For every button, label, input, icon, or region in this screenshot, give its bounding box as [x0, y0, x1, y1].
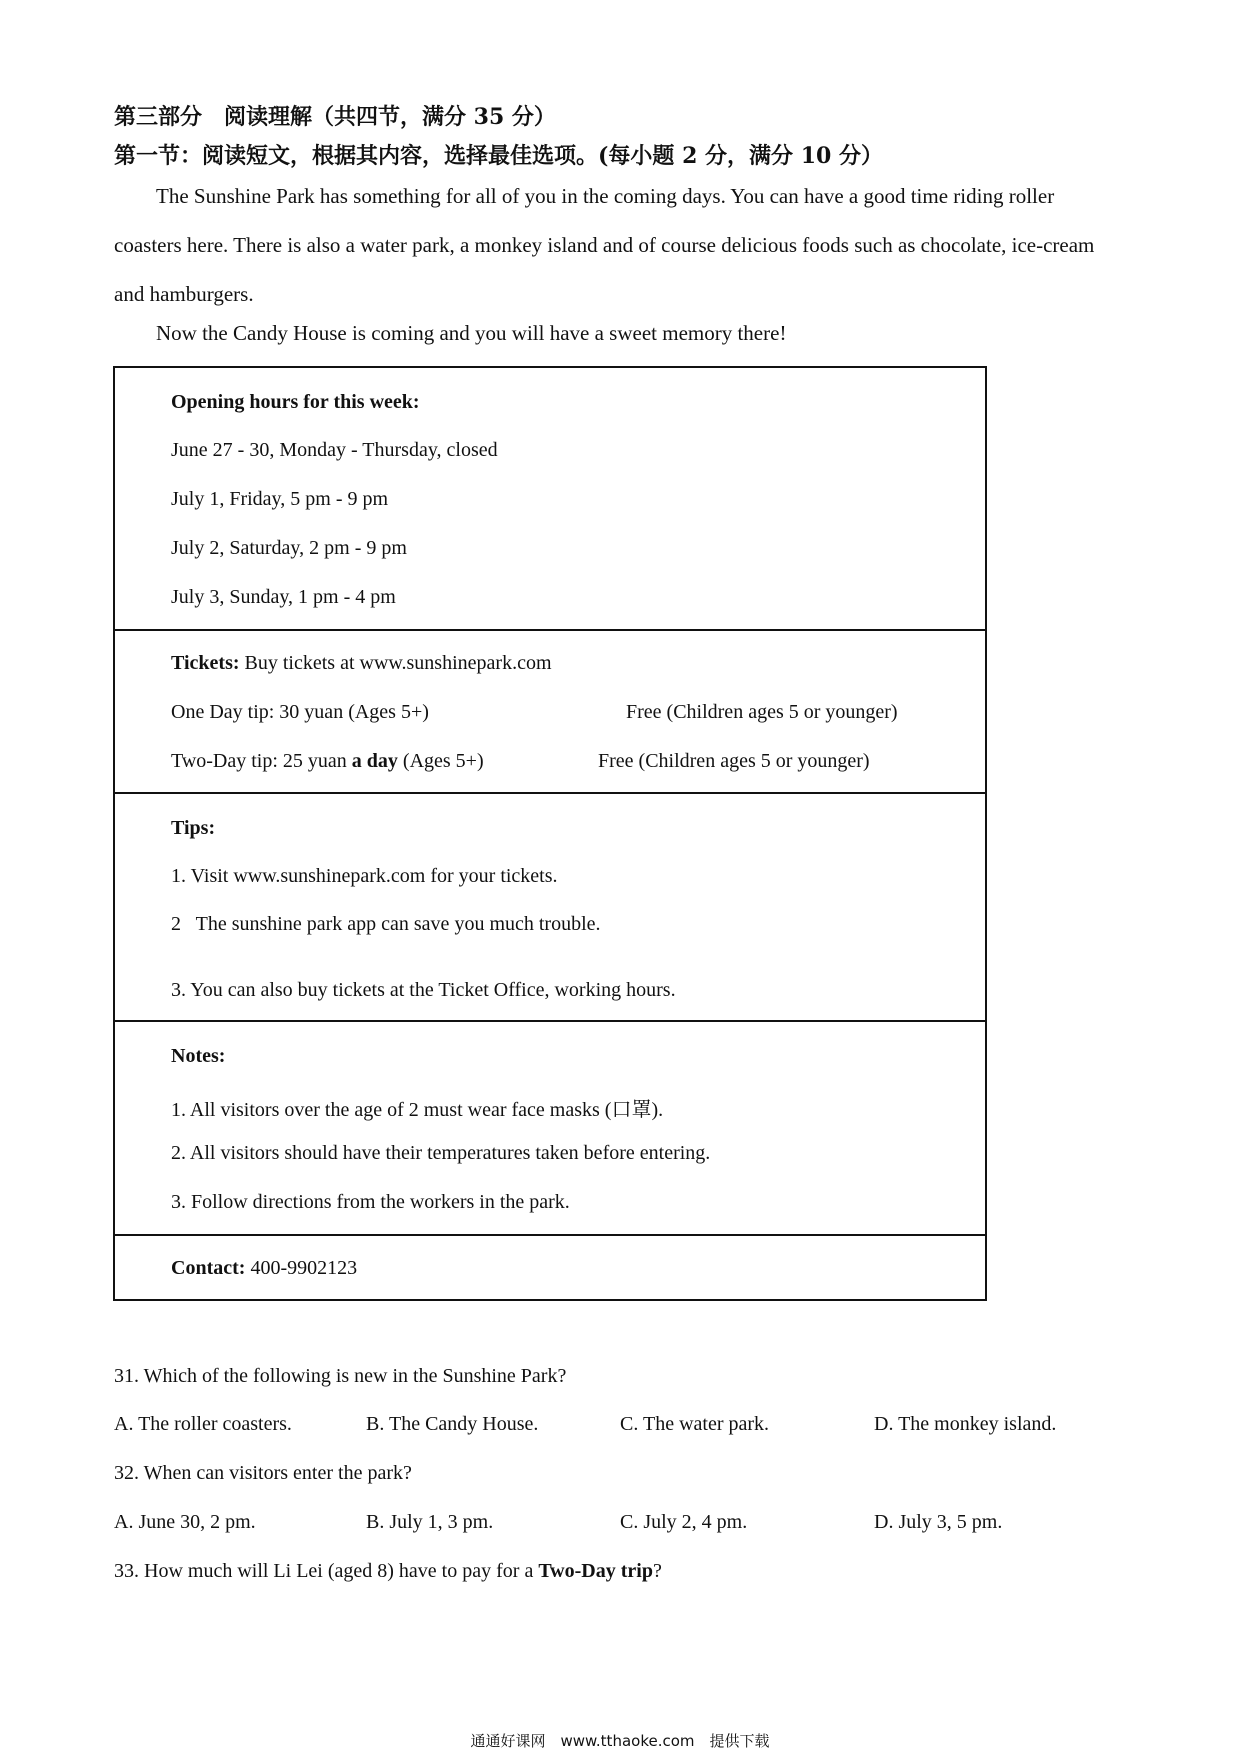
tickets-line [171, 652, 552, 675]
question-33-end: ? [652, 1560, 662, 1582]
one-day-free: Free (Children ages 5 or younger) [626, 701, 898, 723]
hours-line: July 2, Saturday, 2 pm - 9 pm [171, 537, 407, 559]
question-31: 31. Which of the following is new in the Sunshine Park? [114, 1365, 567, 1387]
divider [113, 629, 987, 631]
passage-paragraph-1: The Sunshine Park has something for all of you in the coming days. You can have a good time riding roller coasters here. There is also a water park, a monkey island and of course delicious foods such as chocolate, ice-cream and hamburgers. [114, 184, 1095, 306]
option-c: C. The water park. [620, 1413, 770, 1435]
note-item: 3. Follow directions from the workers in the park. [171, 1191, 570, 1213]
page-footer: 通通好课网 www.tthaoke.com 提供下载 [470, 1732, 770, 1750]
tip-item: 1. Visit www.sunshinepark.com for your tickets. [171, 865, 558, 887]
question-33-text: 33. How much will Li Lei (aged 8) have to pay for a [114, 1560, 539, 1582]
part-title: 第三部分 阅读理解（共四节，满分 35 分） [114, 104, 556, 130]
two-day-free: Free (Children ages 5 or younger) [598, 750, 870, 772]
question-32: 32. When can visitors enter the park? [114, 1462, 412, 1484]
notes-title: Notes: [171, 1045, 226, 1067]
contact-label: Contact: [171, 1257, 246, 1279]
divider [113, 1020, 987, 1022]
tips-title: Tips: [171, 817, 216, 839]
contact-line [171, 1257, 357, 1280]
question-33 [114, 1560, 662, 1583]
hours-line: June 27 - 30, Monday - Thursday, closed [171, 439, 498, 461]
one-day-price: One Day tip: 30 yuan (Ages 5+) [171, 701, 429, 723]
option-a: A. The roller coasters. [114, 1413, 292, 1435]
passage-paragraph-2: Now the Candy House is coming and you will have a sweet memory there! [156, 321, 787, 345]
option-a: A. June 30, 2 pm. [114, 1511, 256, 1533]
tickets-label: Tickets: [171, 652, 240, 674]
contact-value: 400-9902123 [245, 1257, 358, 1279]
divider [113, 1234, 987, 1236]
option-d: D. The monkey island. [874, 1413, 1057, 1435]
option-b: B. July 1, 3 pm. [366, 1511, 494, 1533]
note-item: 1. All visitors over the age of 2 must wear face masks (口罩). [171, 1099, 664, 1121]
hours-line: July 1, Friday, 5 pm - 9 pm [171, 488, 389, 510]
note-item: 2. All visitors should have their temperatures taken before entering. [171, 1142, 711, 1164]
option-d: D. July 3, 5 pm. [874, 1511, 1003, 1533]
two-day-bold: a day [351, 750, 398, 772]
section-title: 第一节：阅读短文，根据其内容，选择最佳选项。(每小题 2 分，满分 10 分） [114, 143, 883, 169]
question-33-bold: Two-Day trip [538, 1560, 653, 1582]
two-day-text: Two-Day tip: 25 yuan [171, 750, 352, 772]
divider [113, 792, 987, 794]
option-b: B. The Candy House. [366, 1413, 539, 1435]
two-day-price [171, 750, 484, 773]
tickets-text: Buy tickets at www.sunshinepark.com [239, 652, 552, 674]
hours-line: July 3, Sunday, 1 pm - 4 pm [171, 586, 396, 608]
hours-title: Opening hours for this week: [171, 391, 420, 413]
option-c: C. July 2, 4 pm. [620, 1511, 748, 1533]
two-day-ages: (Ages 5+) [397, 750, 484, 772]
tip-item: 2 The sunshine park app can save you much trouble. [171, 913, 601, 935]
tip-item: 3. You can also buy tickets at the Ticket Office, working hours. [171, 979, 676, 1001]
